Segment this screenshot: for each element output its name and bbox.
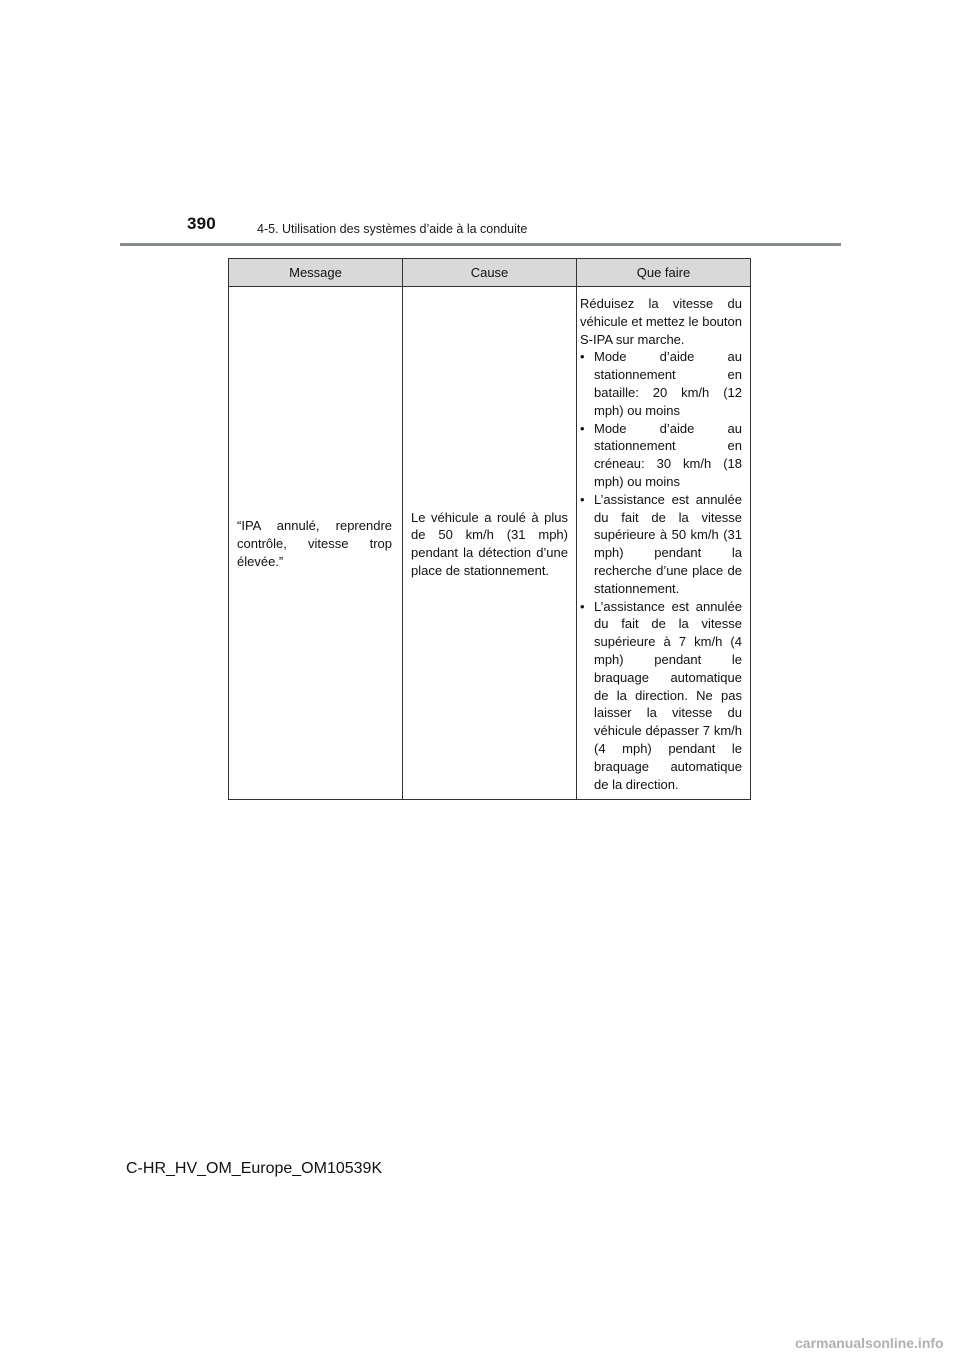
header-divider xyxy=(120,243,841,246)
column-header-action: Que faire xyxy=(577,259,751,287)
watermark: carmanualsonline.info xyxy=(795,1335,944,1351)
message-table xyxy=(228,258,751,800)
table-header-row xyxy=(229,259,751,287)
action-intro: Réduisez la vitesse du véhicule et mettez le bouton S-IPA sur marche. xyxy=(580,296,742,347)
action-bullet: • L’assistance est annulée du fait de la vitesse supérieure à 7 km/h (4 mph) pendant le braquage automatique de la direction. Ne pas laisser la vitesse du véhicule dépasser 7 km/h (4 mph) pendant le braquage automatique de la direction. xyxy=(580,598,742,794)
action-bullet: • Mode d’aide au stationnement en bataille: 20 km/h (12 mph) ou moins xyxy=(580,348,742,419)
section-title: 4-5. Utilisation des systèmes d’aide à la conduite xyxy=(257,222,528,236)
action-bullet: • Mode d’aide au stationnement en créneau: 30 km/h (18 mph) ou moins xyxy=(580,420,742,491)
column-header-message: Message xyxy=(229,259,403,287)
page-number: 390 xyxy=(187,214,216,233)
document-code: C-HR_HV_OM_Europe_OM10539K xyxy=(126,1160,383,1177)
cause-cell: Le véhicule a roulé à plus de 50 km/h (31 mph) pendant la détection d’une place de stationnement. xyxy=(403,287,577,800)
action-bullet-list xyxy=(580,348,742,793)
message-cell: “IPA annulé, reprendre contrôle, vitesse trop élevée.” xyxy=(229,287,403,800)
table-row xyxy=(229,287,751,800)
column-header-cause: Cause xyxy=(403,259,577,287)
action-bullet: • L’assistance est annulée du fait de la vitesse supérieure à 50 km/h (31 mph) pendant la recherche d’une place de stationnement. xyxy=(580,491,742,598)
action-cell xyxy=(577,287,751,800)
